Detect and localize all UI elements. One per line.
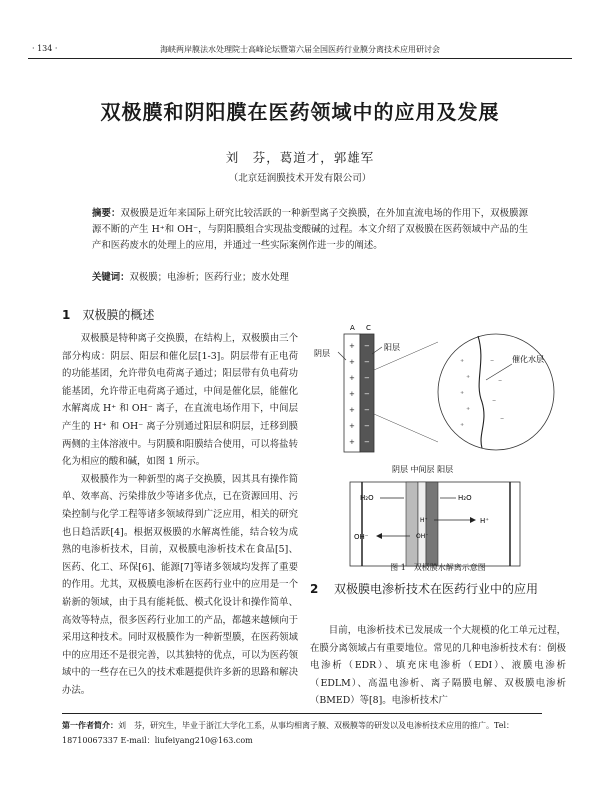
section2-title: 双极膜电渗析技术在医药行业中的应用 bbox=[334, 582, 539, 596]
label-a: A bbox=[350, 324, 355, 332]
footnote-rule bbox=[62, 713, 542, 714]
header-rule bbox=[28, 58, 572, 59]
svg-text:−: − bbox=[492, 398, 497, 404]
plus-sign: + bbox=[349, 422, 355, 430]
plus-sign: + bbox=[349, 438, 355, 446]
section1-para2: 双极膜作为一种新型的离子交换膜，因其具有操作简单、效率高、污染排放少等诸多优点，已在资源回用、污染控制与化学工程等诸多领域得到广泛应用，相关的研究也日趋活跃[4]。根据双极膜的水解离性能，结合较为成熟的电渗析技术，目前，双极膜电渗析技术在食品[5]、医药、化工、环保[6]、能源[7]等诸多领域均发挥了重要的作用。尤其，双极膜电渗析在医药行业中的应用是一个崭新的领域，由于具有能耗低、模式化设计和操作简单、高效等特点，很多医药行业加工的产品，都越来越倾向于采用这种技术。同时双极膜作为一种新型膜，在医药领域中的应用还不是很完善，以其独特的优点，可以为医药领域中的一些存在已久的技术难题提供许多新的思路和解决办法。 bbox=[62, 473, 298, 696]
footnote-label: 第一作者简介： bbox=[62, 721, 118, 730]
minus-sign: − bbox=[364, 342, 370, 350]
footnote-text: 刘 芬，研究生，毕业于浙江大学化工系，从事均相离子膜、双极膜等的研发以及电渗析技术应用的推广。Tel：18710067337 E-mail：liufeiyang210@163.com bbox=[62, 721, 515, 745]
yin-layer-label: 阴层 bbox=[314, 349, 330, 358]
affiliation: （北京廷润膜技术开发有限公司） bbox=[228, 173, 372, 184]
section1-para1: 双极膜是特种离子交换膜，在结构上，双极膜由三个部分构成：阴层、阳层和催化层[1-3]。阴层带有正电荷的功能基团，允许带负电荷离子通过；阳层带有负电荷功能基团，允许带正电荷离子通过，中间是催化层，能催化水解离成 H⁺ 和 OH⁻ 离子，在直流电场作用下，中间层产生的 H⁺ 和 OH⁻ 离子分别通过阳层和阴层，迁移到膜两侧的主体溶液中。与阴膜和阳膜结合使用，可以将盐转化为相应的酸和碱，如图 1 所示。 bbox=[62, 333, 298, 468]
keywords-text: 双极膜；电渗析；医药行业；废水处理 bbox=[129, 272, 289, 283]
h-ion-right: H⁺ bbox=[480, 517, 489, 525]
oh-ion-left: OH⁻ bbox=[354, 533, 369, 541]
page-number: · 134 · bbox=[32, 44, 58, 53]
svg-text:+: + bbox=[460, 358, 465, 364]
plus-sign: + bbox=[349, 390, 355, 398]
svg-text:+: + bbox=[460, 390, 465, 396]
abstract-text: 双极膜是近年来国际上研究比较活跃的一种新型离子交换膜，在外加直流电场的作用下，双极膜源源不断的产生 H⁺和 OH⁻，与阴阳膜组合实现盐变酸碱的过程。本文介绍了双极膜在医药领域中产品的生产和医药废水的处理上的应用，并通过一些实际案例作进一步的阐述。 bbox=[92, 208, 528, 251]
minus-sign: − bbox=[364, 422, 370, 430]
minus-sign: − bbox=[364, 358, 370, 366]
anion-layer-lower bbox=[406, 482, 418, 566]
section1-title: 双极膜的概述 bbox=[82, 308, 155, 322]
oh-ion-center: OH⁻ bbox=[416, 533, 429, 540]
left-column bbox=[62, 330, 298, 699]
section2-number: 2 bbox=[310, 582, 319, 596]
author-footnote bbox=[62, 718, 552, 748]
svg-text:−: − bbox=[490, 358, 495, 364]
running-header bbox=[28, 44, 572, 58]
label-c: C bbox=[366, 324, 371, 332]
section1-heading bbox=[62, 306, 154, 323]
svg-text:+: + bbox=[466, 406, 471, 412]
svg-text:+: + bbox=[466, 374, 471, 380]
minus-sign: − bbox=[364, 438, 370, 446]
cation-layer-lower bbox=[426, 482, 438, 566]
section1-number: 1 bbox=[62, 308, 71, 322]
plus-sign: + bbox=[349, 406, 355, 414]
figure-1-bipolar-membrane-diagram bbox=[310, 322, 566, 572]
abstract-label: 摘要： bbox=[92, 208, 121, 219]
h2o-right-label: H₂O bbox=[458, 494, 472, 502]
keywords-label: 关键词： bbox=[92, 272, 130, 283]
right-column bbox=[310, 622, 566, 710]
h-ion-center: H⁺ bbox=[420, 517, 428, 524]
minus-sign: − bbox=[364, 390, 370, 398]
minus-sign: − bbox=[364, 406, 370, 414]
plus-sign: + bbox=[349, 342, 355, 350]
keywords bbox=[92, 269, 528, 283]
svg-text:−: − bbox=[498, 378, 503, 384]
authors: 刘 芬，葛道才，郭雄军 bbox=[225, 150, 375, 165]
section2-para1: 目前，电渗析技术已发展成一个大规模的化工单元过程，在膜分离领域占有重要地位。常见的几种电渗析技术有：倒极电渗析（EDR）、填充床电渗析（EDI）、液膜电渗析（EDLM）、高温电渗析、离子隔膜电解、双极膜电渗析（BMED）等[8]。电渗析技术广 bbox=[310, 625, 566, 707]
running-title: 海峡两岸膜法水处理院士高峰论坛暨第六届全国医药行业膜分离技术应用研讨会 bbox=[160, 45, 440, 54]
figure-1-caption: 图 1 双极膜水解离示意图 bbox=[390, 563, 486, 572]
catalyst-layer-label: 催化水层 bbox=[512, 355, 544, 364]
middle-layer-lower bbox=[416, 482, 429, 566]
svg-text:+: + bbox=[460, 422, 465, 428]
minus-sign: − bbox=[364, 374, 370, 382]
plus-sign: + bbox=[349, 374, 355, 382]
layer-row-label: 阴层 中间层 阳层 bbox=[392, 465, 454, 474]
h2o-left-label: H₂O bbox=[360, 494, 374, 502]
magnified-view-circle bbox=[438, 334, 554, 450]
plus-sign: + bbox=[349, 358, 355, 366]
svg-text:−: − bbox=[500, 416, 505, 422]
yang-layer-label: 阳层 bbox=[384, 343, 400, 352]
abstract bbox=[92, 206, 528, 254]
section2-heading bbox=[310, 580, 566, 599]
paper-title: 双极膜和阴阳膜在医药领域中的应用及发展 bbox=[100, 100, 500, 124]
